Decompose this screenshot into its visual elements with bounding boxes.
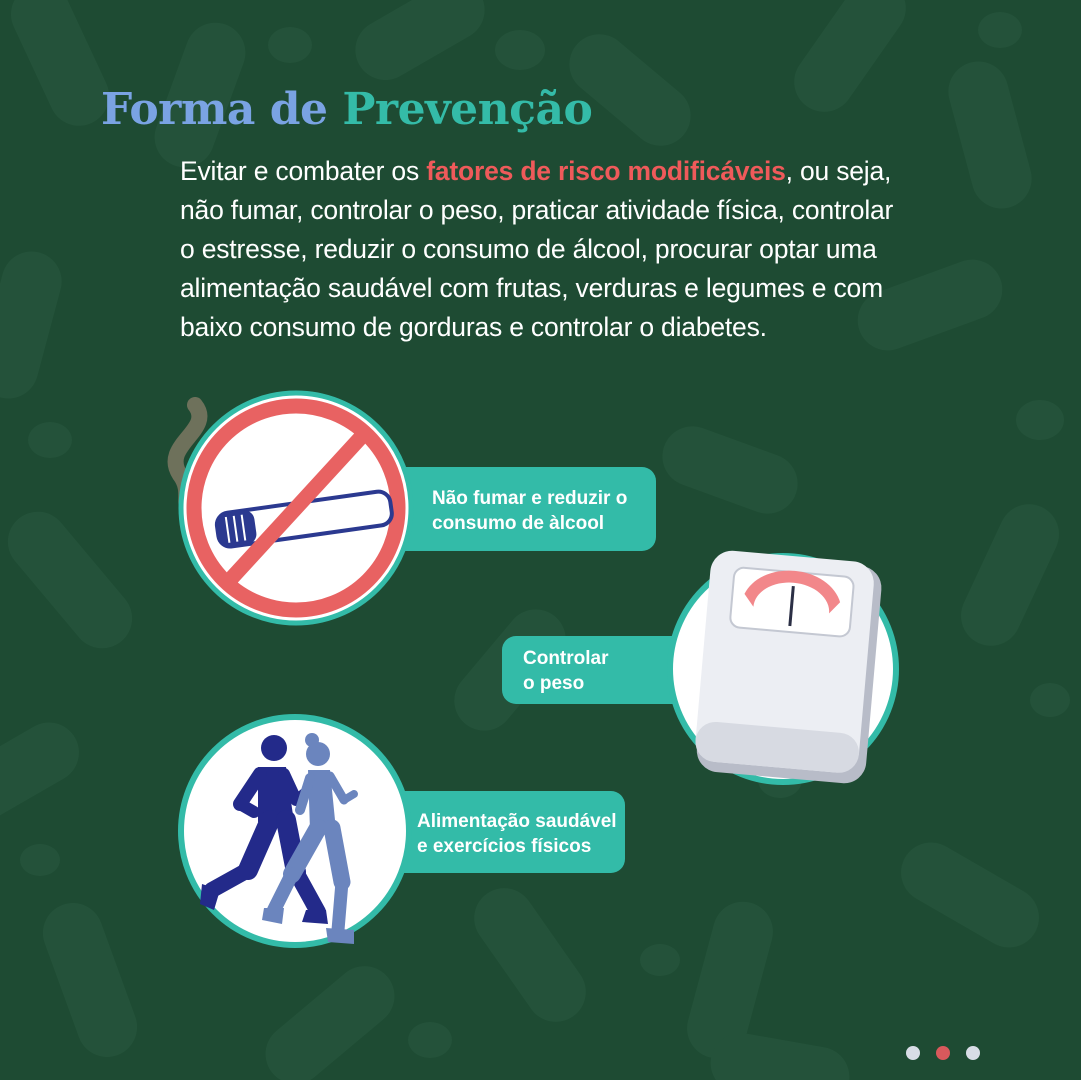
intro-text-start: Evitar e combater os <box>180 156 427 186</box>
pill-control-weight-line-1: Controlar <box>523 648 609 669</box>
page-title <box>101 84 592 135</box>
carousel-dot-1[interactable] <box>906 1046 920 1060</box>
no-smoking-icon <box>155 390 425 630</box>
intro-paragraph <box>180 152 900 347</box>
runners-icon <box>178 712 418 952</box>
pill-healthy-eating-line-2: e exercícios físicos <box>417 836 592 857</box>
scale-icon <box>666 548 906 788</box>
title-part-2: Prevenção <box>342 84 593 135</box>
pill-no-smoking-line-2: consumo de àlcool <box>432 513 605 534</box>
pill-control-weight-line-2: o peso <box>523 673 585 694</box>
pill-healthy-eating-line-1: Alimentação saudável <box>417 811 617 832</box>
carousel-dot-3[interactable] <box>966 1046 980 1060</box>
intro-text-end: , ou seja, não fumar, controlar o peso, praticar atividade física, controlar o estresse, reduzir o consumo de álcool, procurar optar uma alimentação saudável com frutas, verduras e legumes e com baixo consumo de gorduras e controlar o diabetes. <box>180 156 894 342</box>
carousel-dot-2[interactable] <box>936 1046 950 1060</box>
title-part-1: Forma de <box>101 84 328 135</box>
pill-no-smoking-line-1: Não fumar e reduzir o <box>432 488 628 509</box>
intro-highlight: fatores de risco modificáveis <box>426 156 786 186</box>
